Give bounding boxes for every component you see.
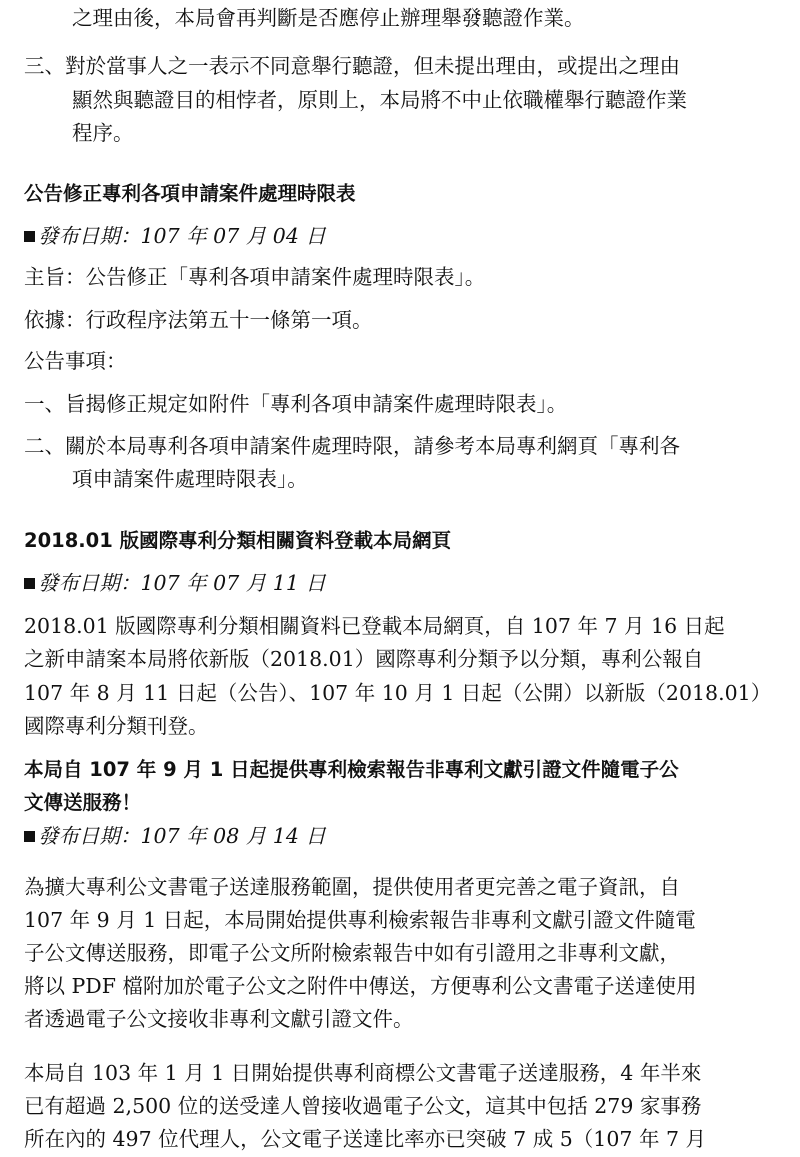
text-line: 107 年 8 月 11 日起（公告）、107 年 10 月 1 日起（公開）以新版（2018.01） xyxy=(24,681,772,705)
text-line: 將以 PDF 檔附加於電子公文之附件中傳送，方便專利公文書電子送達使用 xyxy=(24,974,697,998)
text-line: 公告事項： xyxy=(24,349,127,373)
section-heading: 本局自 107 年 9 月 1 日起提供專利檢索報告非專利文獻引證文件隨電子公 xyxy=(24,758,679,781)
list-item: 一、旨揭修正規定如附件「專利各項申請案件處理時限表」。 xyxy=(24,392,568,416)
text-line: 國際專利分類刊登。 xyxy=(24,714,209,738)
square-bullet-icon xyxy=(24,578,35,589)
text-line: 所在內的 497 位代理人，公文電子送達比率亦已突破 7 成 5（107 年 7 月 xyxy=(24,1127,707,1151)
text-line: 之新申請案本局將依新版（2018.01）國際專利分類予以分類，專利公報自 xyxy=(24,647,704,671)
section-heading: 文傳送服務！ xyxy=(24,791,142,814)
text-line: 已有超過 2,500 位的送受達人曾接收過電子公文，這其中包括 279 家事務 xyxy=(24,1094,702,1118)
text-line: 之理由後，本局會再判斷是否應停止辦理舉發聽證作業。 xyxy=(72,6,585,30)
section-heading: 2018.01 版國際專利分類相關資料登載本局網頁 xyxy=(24,529,452,552)
square-bullet-icon xyxy=(24,831,35,842)
square-bullet-icon xyxy=(24,231,35,242)
text-line: 顯然與聽證目的相悖者，原則上，本局將不中止依職權舉行聽證作業 xyxy=(72,88,687,112)
text-line: 依據：行政程序法第五十一條第一項。 xyxy=(24,308,373,332)
text-line: 者透過電子公文接收非專利文獻引證文件。 xyxy=(24,1007,414,1031)
text-line: 本局自 103 年 1 月 1 日開始提供專利商標公文書電子送達服務，4 年半來 xyxy=(24,1061,702,1085)
publish-date: 發布日期：107 年 08 月 14 日 xyxy=(24,822,326,850)
text-line: 子公文傳送服務，即電子公文所附檢索報告中如有引證用之非專利文獻， xyxy=(24,941,680,965)
text-line: 項申請案件處理時限表」。 xyxy=(72,467,308,491)
list-item: 二、關於本局專利各項申請案件處理時限，請參考本局專利網頁「專利各 xyxy=(24,434,680,458)
text-line: 程序。 xyxy=(72,121,134,145)
text-line: 107 年 9 月 1 日起，本局開始提供專利檢索報告非專利文獻引證文件隨電 xyxy=(24,908,696,932)
text-line: 2018.01 版國際專利分類相關資料已登載本局網頁，自 107 年 7 月 16 日起 xyxy=(24,614,725,638)
publish-date: 發布日期：107 年 07 月 11 日 xyxy=(24,569,326,597)
publish-date: 發布日期：107 年 07 月 04 日 xyxy=(24,222,326,250)
list-item: 三、對於當事人之一表示不同意舉行聽證，但未提出理由，或提出之理由 xyxy=(24,54,680,78)
text-line: 為擴大專利公文書電子送達服務範圍，提供使用者更完善之電子資訊，自 xyxy=(24,875,680,899)
text-line: 主旨：公告修正「專利各項申請案件處理時限表」。 xyxy=(24,265,486,289)
section-heading: 公告修正專利各項申請案件處理時限表 xyxy=(24,182,356,205)
